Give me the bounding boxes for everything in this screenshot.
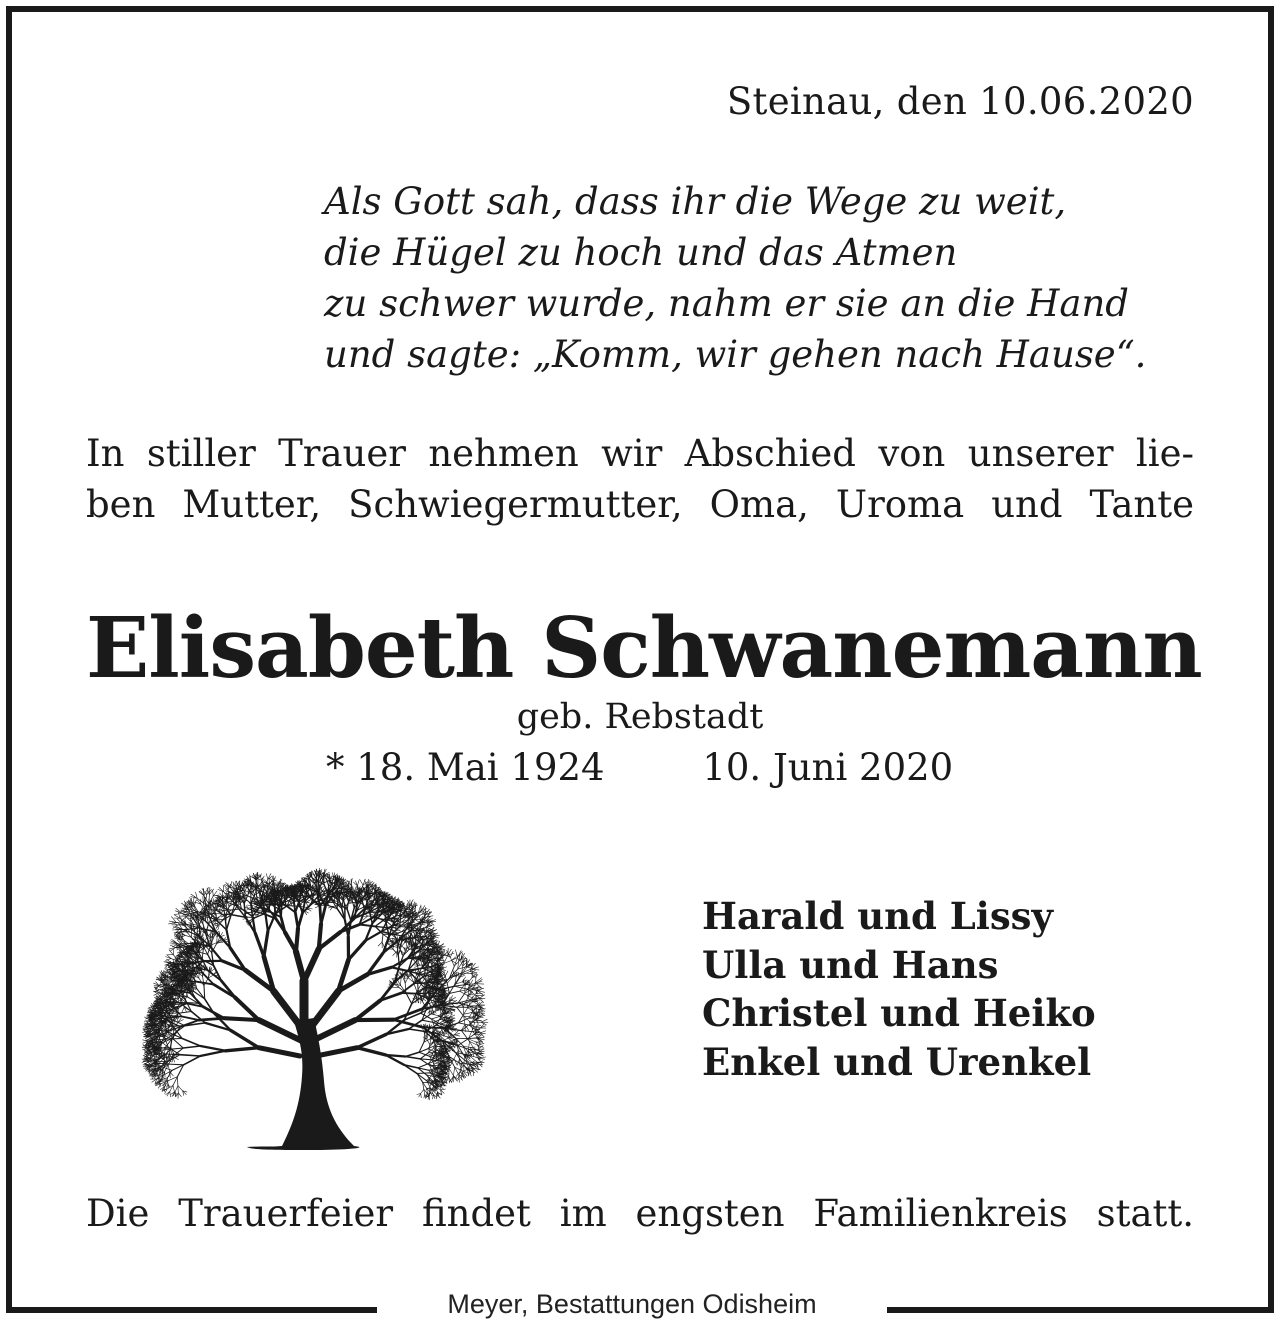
mourner-entry: Christel und Heiko bbox=[702, 991, 1096, 1035]
mourner-entry: Ulla und Hans bbox=[702, 942, 999, 987]
bottom-border-right bbox=[887, 1307, 1268, 1313]
mourner-entry: Harald und Lissy bbox=[702, 894, 1053, 938]
intro-text bbox=[86, 428, 1194, 530]
tree-trunk bbox=[247, 1018, 359, 1150]
closing-note: Die Trauerfeier findet im engsten Familienkreis statt. bbox=[86, 1192, 1194, 1235]
poem-line: zu schwer wurde, nahm er sie an die Hand bbox=[324, 282, 1129, 325]
intro-line: In stiller Trauer nehmen wir Abschied von unserer lie- bbox=[86, 432, 1194, 475]
mourners-list bbox=[702, 892, 1096, 1086]
maiden-name: geb. Rebstadt bbox=[516, 697, 764, 737]
mourner-entry: Enkel und Urenkel bbox=[702, 1039, 1092, 1084]
deceased-name: Elisabeth Schwanemann bbox=[86, 599, 1202, 697]
tree-icon bbox=[132, 856, 492, 1151]
poem-line: und sagte: „Komm, wir gehen nach Hause“. bbox=[324, 333, 1147, 376]
birth-date: * 18. Mai 1924 bbox=[326, 746, 605, 789]
poem-line: Als Gott sah, dass ihr die Wege zu weit, bbox=[324, 180, 1067, 223]
place-date: Steinau, den 10.06.2020 bbox=[726, 80, 1194, 123]
death-date: 10. Juni 2020 bbox=[702, 746, 954, 789]
funeral-home-credit: Meyer, Bestattungen Odisheim bbox=[447, 1289, 817, 1319]
poem-line: die Hügel zu hoch und das Atmen bbox=[324, 231, 958, 274]
intro-line: ben Mutter, Schwiegermutter, Oma, Uroma und Tante bbox=[86, 483, 1194, 526]
poem bbox=[324, 176, 1146, 380]
bottom-border-left bbox=[6, 1307, 377, 1313]
life-dates bbox=[326, 746, 953, 789]
